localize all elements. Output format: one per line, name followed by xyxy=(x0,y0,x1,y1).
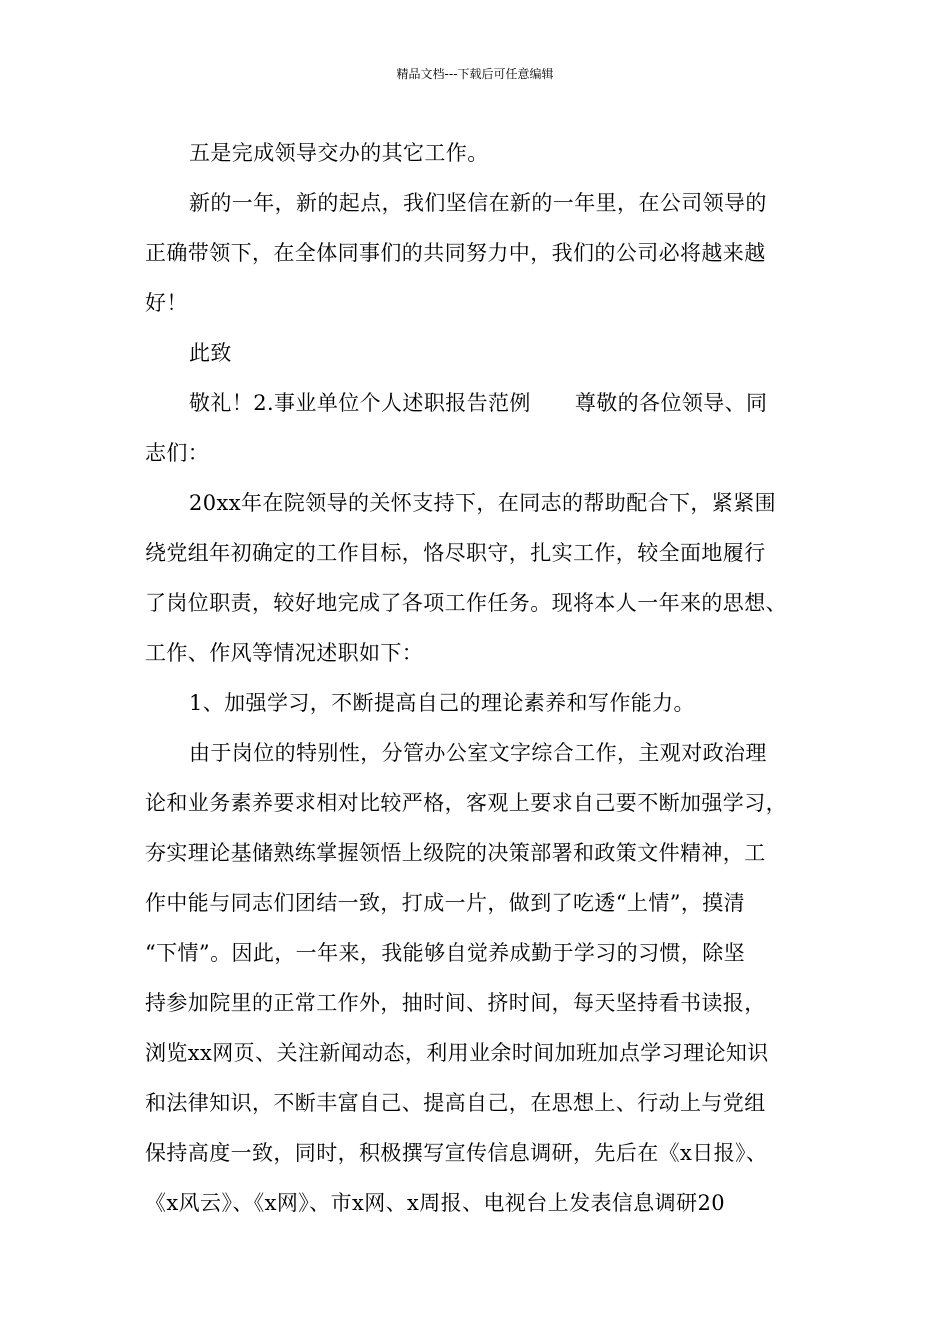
text-line: 了岗位职责，较好地完成了各项工作任务。现将本人一年来的思想、 xyxy=(145,591,787,615)
text-line: 1、加强学习，不断提高自己的理论素养和写作能力。 xyxy=(189,691,695,715)
text-segment: 尊敬的各位领导、同 xyxy=(574,391,768,415)
text-line-split xyxy=(145,378,815,428)
text-line: 此致 xyxy=(189,341,232,365)
text-line: 《x风云》、《x网》、市x网、x周报、电视台上发表信息调研20 xyxy=(145,1191,725,1215)
text-line: 志们： xyxy=(145,441,210,465)
document-body xyxy=(145,128,815,1228)
text-line: 由于岗位的特别性，分管办公室文字综合工作，主观对政治理 xyxy=(189,741,767,765)
text-line: 好！ xyxy=(145,291,188,315)
text-line: 持参加院里的正常工作外，抽时间、挤时间，每天坚持看书读报， xyxy=(145,991,766,1015)
text-line: 五是完成领导交办的其它工作。 xyxy=(189,141,489,165)
text-line: 正确带领下，在全体同事们的共同努力中，我们的公司必将越来越 xyxy=(145,241,766,265)
text-line: 夯实理论基储熟练掌握领悟上级院的决策部署和政策文件精神，工 xyxy=(145,841,766,865)
text-line: 保持高度一致，同时，积极撰写宣传信息调研，先后在《x日报》、 xyxy=(145,1141,768,1165)
text-line: 20xx年在院领导的关怀支持下，在同志的帮助配合下，紧紧围 xyxy=(189,491,777,515)
text-line: 论和业务素养要求相对比较严格，客观上要求自己要不断加强学习， xyxy=(145,791,787,815)
text-segment: 敬礼！2.事业单位个人述职报告范例 xyxy=(189,391,531,415)
text-line: 和法律知识，不断丰富自己、提高自己，在思想上、行动上与党组 xyxy=(145,1091,766,1115)
text-line: 工作、作风等情况述职如下： xyxy=(145,641,424,665)
text-line: 绕党组年初确定的工作目标，恪尽职守，扎实工作，较全面地履行 xyxy=(145,541,766,565)
text-line: 浏览xx网页、关注新闻动态，利用业余时间加班加点学习理论知识 xyxy=(145,1041,769,1065)
text-line: “下情”。因此，一年来，我能够自觉养成勤于学习的习惯，除坚 xyxy=(145,941,746,965)
page-header: 精品文档---下载后可任意编辑 xyxy=(396,67,554,81)
text-line: 新的一年，新的起点，我们坚信在新的一年里，在公司领导的 xyxy=(189,191,767,215)
text-line: 作中能与同志们团结一致，打成一片，做到了吃透“上情”，摸清 xyxy=(145,891,746,915)
